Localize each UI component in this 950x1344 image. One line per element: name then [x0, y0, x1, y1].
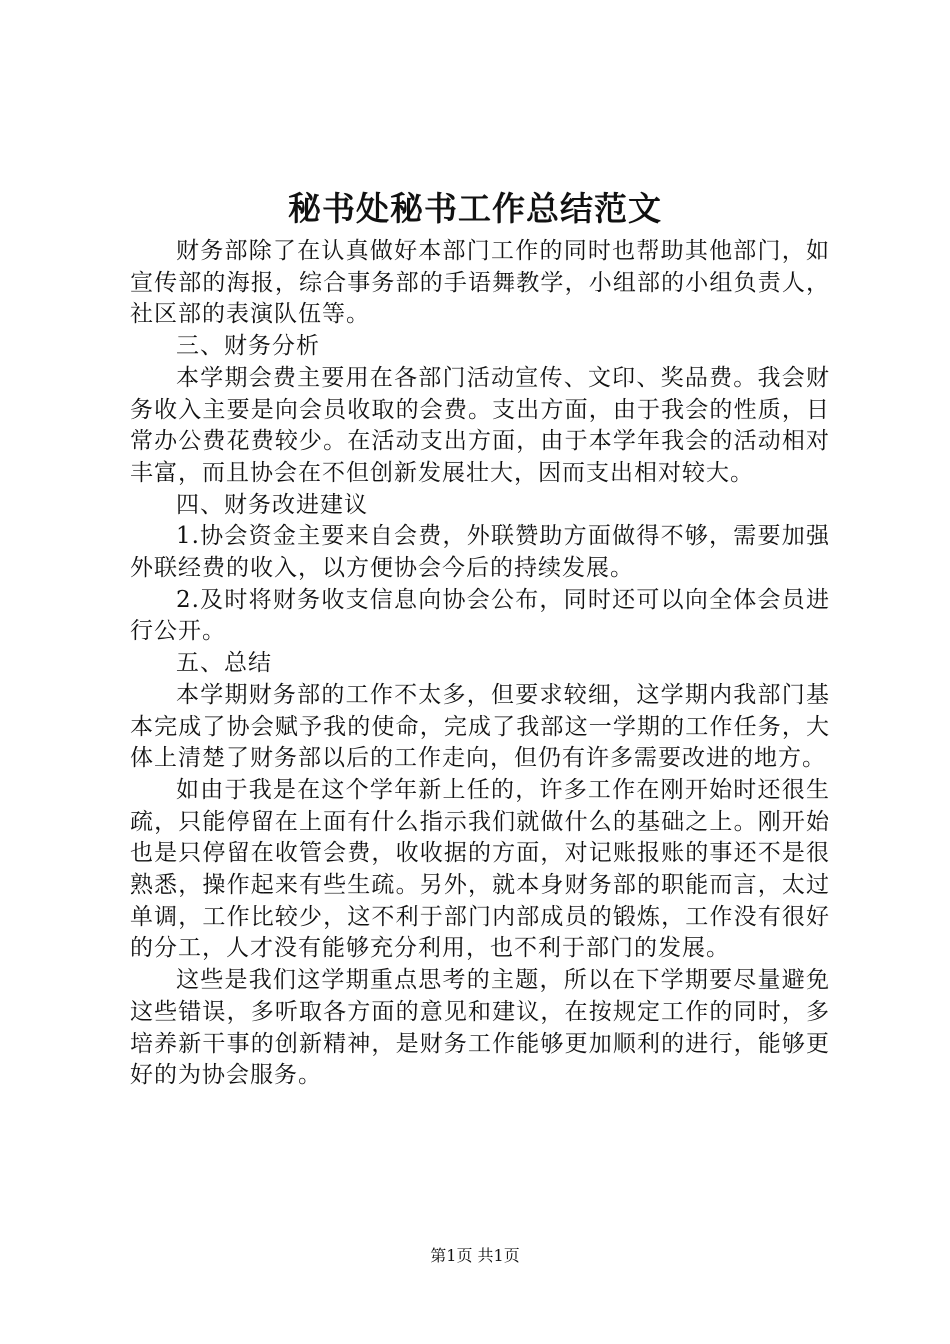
paragraph: 如由于我是在这个学年新上任的，许多工作在刚开始时还很生疏，只能停留在上面有什么指示我们就做什么的基础之上。刚开始也是只停留在收管会费，收收据的方面，对记账报账的事还不是很熟悉，操作起来有些生疏。另外，就本身财务部的职能而言，太过单调，工作比较少，这不利于部门内部成员的锻炼，工作没有很好的分工，人才没有能够充分利用，也不利于部门的发展。: [130, 776, 830, 962]
document-body: [130, 236, 830, 1092]
section-heading: 五、总结: [176, 650, 272, 677]
section-heading: 四、财务改进建议: [176, 491, 368, 518]
paragraph: 本学期会费主要用在各部门活动宣传、文印、奖品费。我会财务收入主要是向会员收取的会费。支出方面，由于我会的性质，日常办公费花费较少。在活动支出方面，由于本学年我会的活动相对丰富，而且协会在不但创新发展壮大，因而支出相对较大。: [130, 364, 830, 486]
paragraph: 财务部除了在认真做好本部门工作的同时也帮助其他部门，如宣传部的海报，综合事务部的手语舞教学，小组部的小组负责人，社区部的表演队伍等。: [130, 238, 830, 328]
paragraph: 1.协会资金主要来自会费，外联赞助方面做得不够，需要加强外联经费的收入，以方便协会今后的持续发展。: [130, 523, 830, 582]
paragraph: 2.及时将财务收支信息向协会公布，同时还可以向全体会员进行公开。: [130, 586, 830, 645]
page-number-footer: 第1页 共1页: [430, 1246, 520, 1265]
section-heading: 三、财务分析: [176, 333, 320, 360]
paragraph: 这些是我们这学期重点思考的主题，所以在下学期要尽量避免这些错误，多听取各方面的意见和建议，在按规定工作的同时，多培养新干事的创新精神，是财务工作能够更加顺利的进行，能够更好的为协会服务。: [130, 967, 830, 1089]
document-title: 秘书处秘书工作总结范文: [288, 189, 662, 228]
paragraph: 本学期财务部的工作不太多，但要求较细，这学期内我部门基本完成了协会赋予我的使命，完成了我部这一学期的工作任务，大体上清楚了财务部以后的工作走向，但仍有许多需要改进的地方。: [130, 681, 830, 772]
